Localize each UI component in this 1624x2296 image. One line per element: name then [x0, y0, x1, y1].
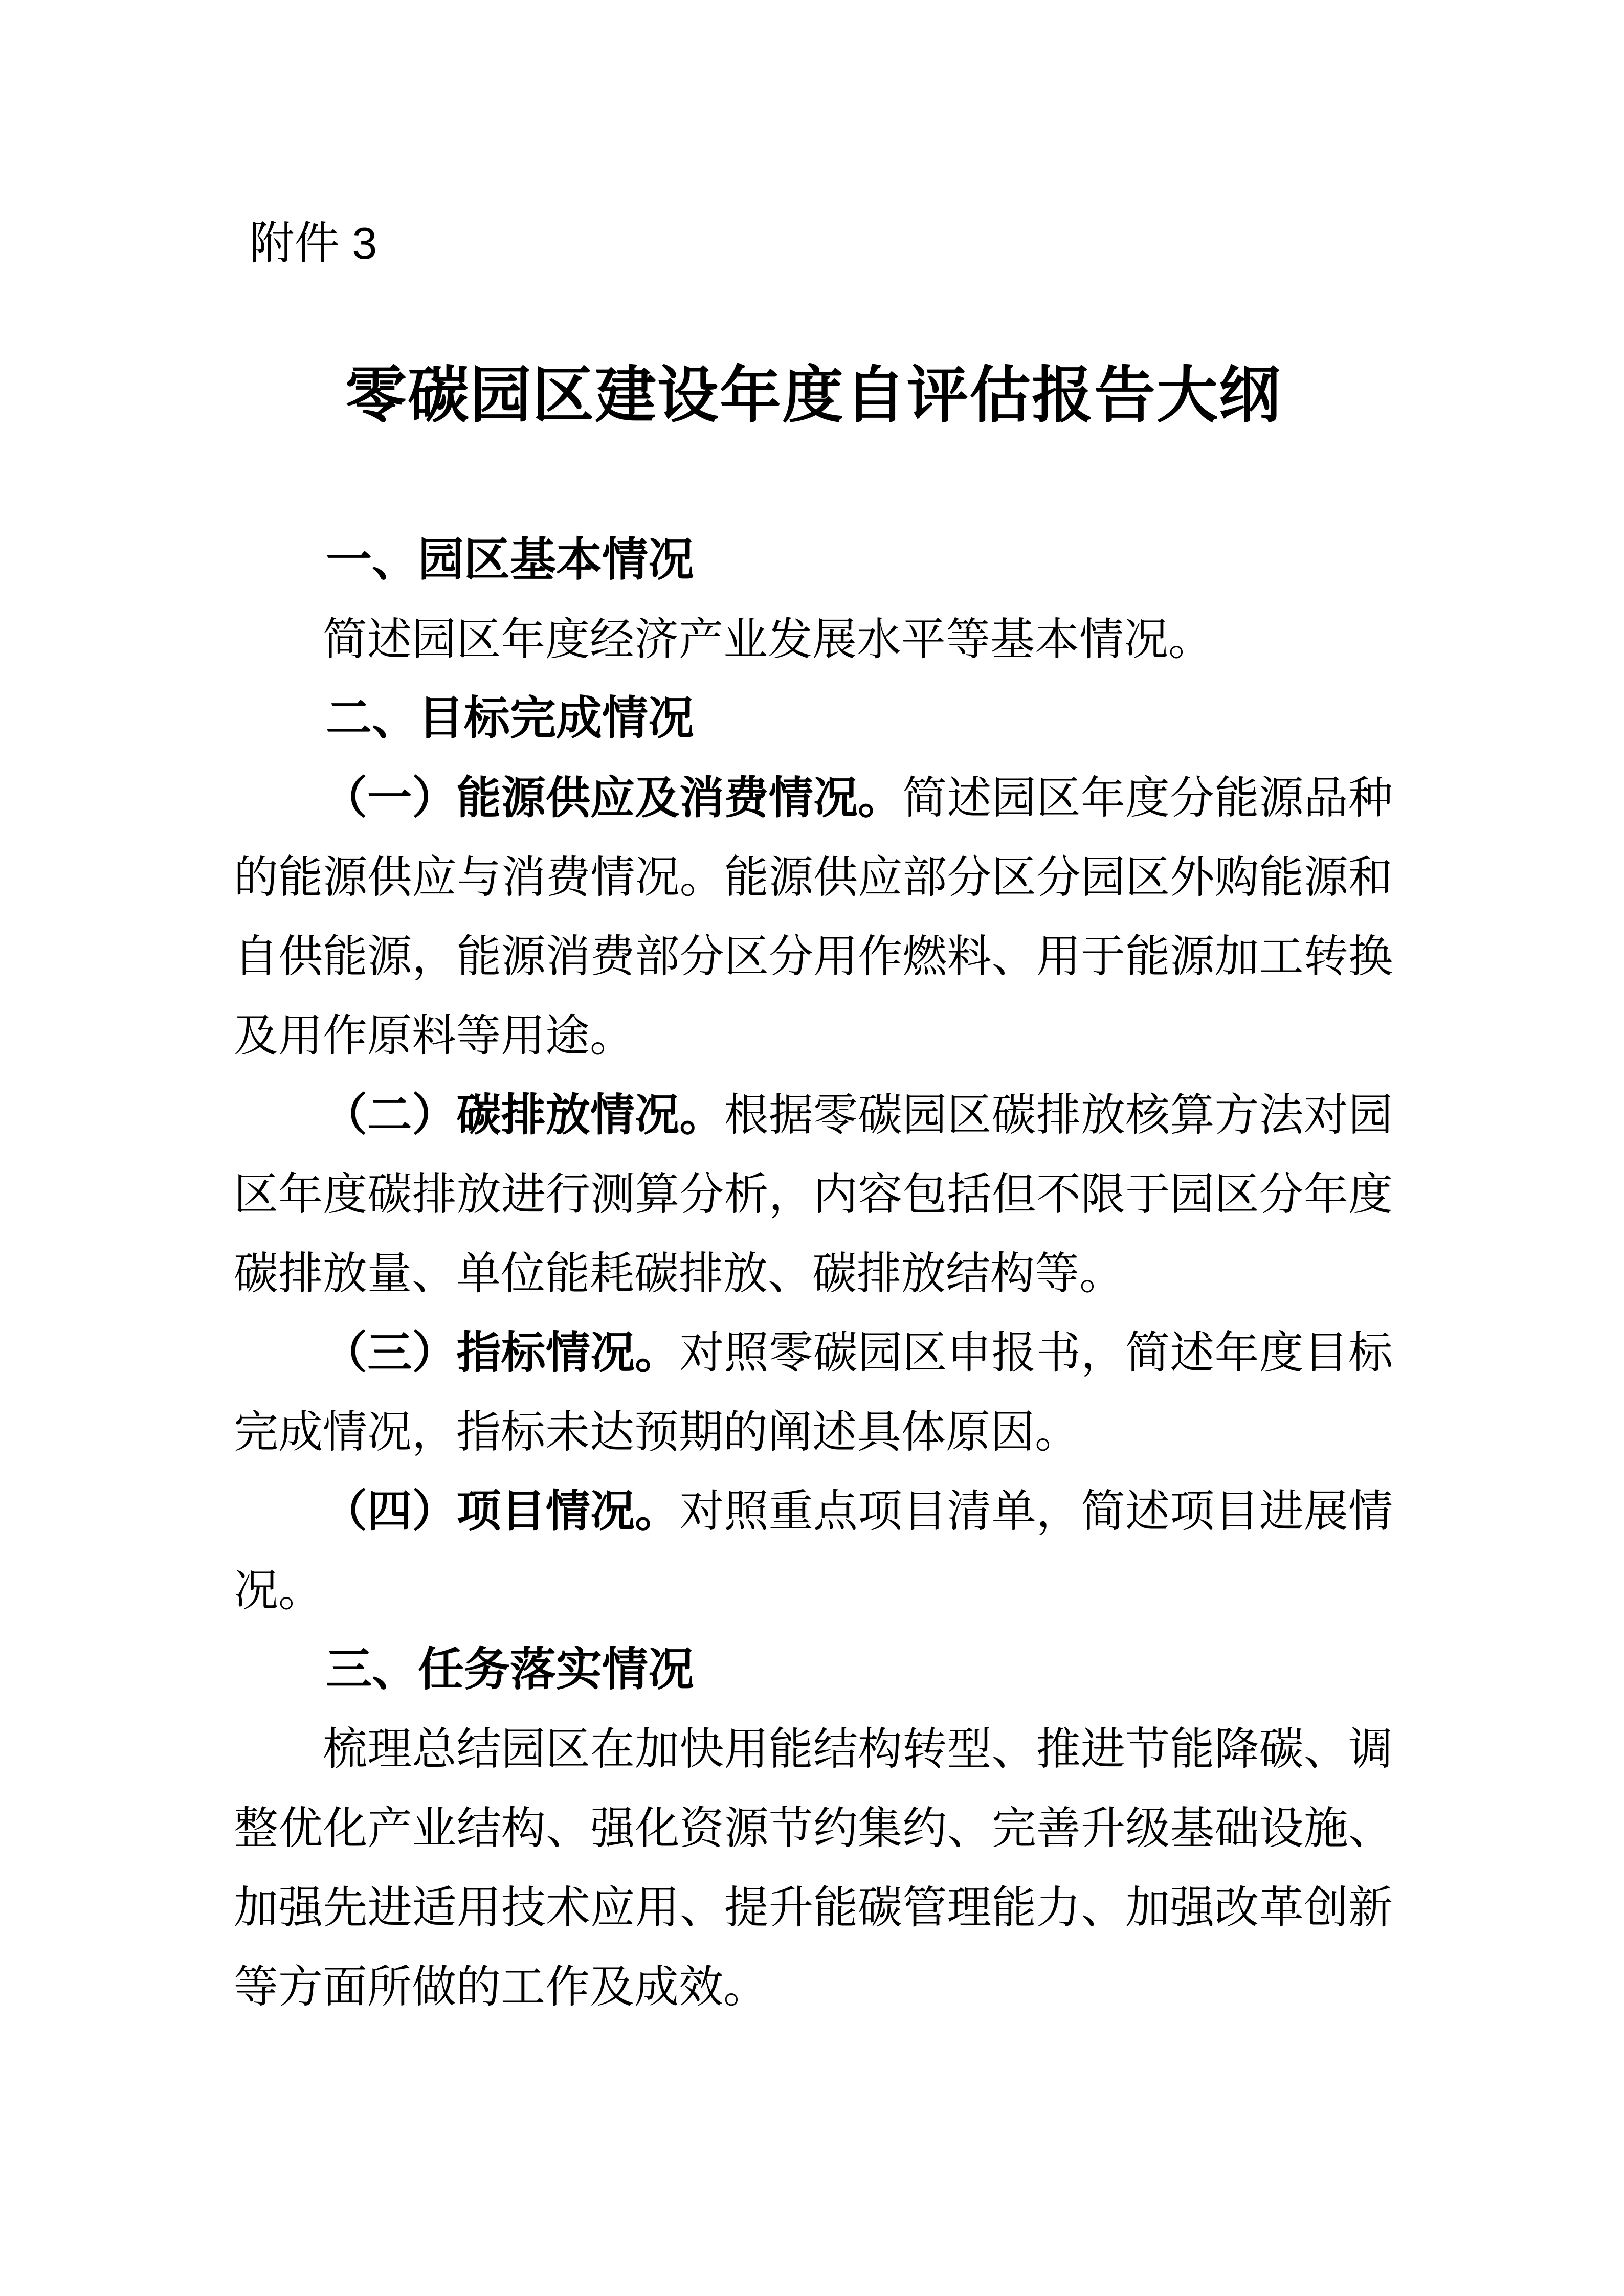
- section-2-item-2-text: 根据零碳园区碳排放核算方法对园区年度碳排放进行测算分析，内容包括但不限于园区分年度碳排放量、单位能耗碳排放、碳排放结构等。: [234, 1090, 1393, 1298]
- section-2-item-4-lead: （四）项目情况。: [323, 1487, 680, 1536]
- section-3-heading: 三、任务落实情况: [326, 1644, 694, 1695]
- section-3-paragraph: [234, 1709, 1393, 2027]
- section-2-heading: 二、目标完成情况: [326, 693, 694, 744]
- section-1-paragraph: [234, 600, 1393, 679]
- section-2-item-3-text: 对照零碳园区申报书，简述年度目标完成情况，指标未达预期的阐述具体原因。: [234, 1328, 1393, 1457]
- section-2-item-1-lead: （一）能源供应及消费情况。: [323, 773, 903, 823]
- section-2-item-4-text: 对照重点项目清单，简述项目进展情况。: [234, 1487, 1393, 1615]
- section-3-paragraph-text: 梳理总结园区在加快用能结构转型、推进节能降碳、调整优化产业结构、强化资源节约集约、完善升级基础设施、加强先进适用技术应用、提升能碳管理能力、加强改革创新等方面所做的工作及成效。: [234, 1724, 1393, 2012]
- section-2-item-3-paragraph: [234, 1313, 1393, 1472]
- section-2-item-1-text: 简述园区年度分能源品种的能源供应与消费情况。能源供应部分区分园区外购能源和自供能源，能源消费部分区分用作燃料、用于能源加工转换及用作原料等用途。: [234, 773, 1393, 1061]
- section-2-item-2-lead: （二）碳排放情况。: [323, 1090, 724, 1140]
- document-title: 零碳园区建设年度自评估报告大纲: [345, 361, 1281, 430]
- section-2-item-4-paragraph: [234, 1472, 1393, 1630]
- document-content: [234, 0, 1393, 2027]
- section-1-paragraph-text: 简述园区年度经济产业发展水平等基本情况。: [323, 615, 1213, 664]
- section-1-heading: 一、园区基本情况: [326, 534, 694, 586]
- attachment-label: 附件 3: [249, 218, 377, 268]
- section-2-item-3-lead: （三）指标情况。: [323, 1328, 680, 1378]
- section-2-item-2-paragraph: [234, 1075, 1393, 1313]
- section-2-item-1-paragraph: [234, 758, 1393, 1075]
